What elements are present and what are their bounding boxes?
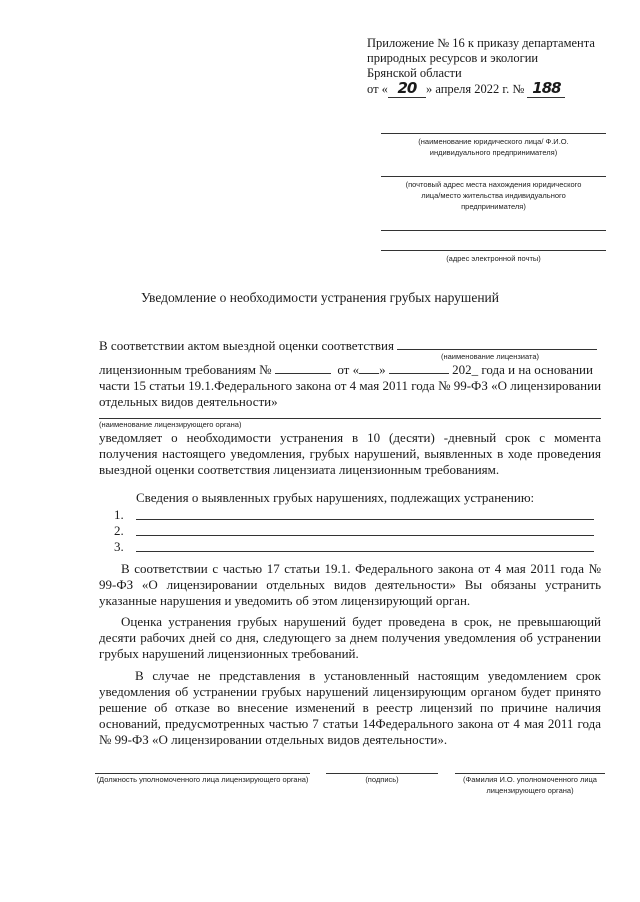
licensee-blank: [397, 338, 597, 350]
violation-line-3: [136, 551, 594, 552]
intro-line-4: отдельных видов деятельности»: [99, 394, 278, 409]
licensee-caption: (наименование лицензиата): [440, 352, 540, 361]
position-caption: (Должность уполномоченного лица лицензирующего органа): [96, 775, 309, 784]
act-number-blank: [275, 362, 331, 374]
intro-line-3: части 15 статьи 19.1.Федерального закона от 4 мая 2011 года № 99-ФЗ «О лицензировании: [99, 378, 602, 393]
act-day-blank: [359, 362, 379, 374]
order-reference-line-2: природных ресурсов и экологии: [367, 51, 539, 65]
handwritten-day: 20: [397, 79, 417, 97]
signature-caption: (подпись): [365, 775, 399, 784]
notify-paragraph: уведомляет о необходимости устранения в 10 (десяти) -дневный срок с момента получения настоящего уведомления, грубых нарушений, выявленных в ходе проведения выездной оценки соответствия лицензиата лицензионным требованиям.: [99, 430, 601, 477]
order-date-line: [367, 81, 595, 98]
date-middle: » апреля 2022 г. №: [425, 82, 525, 96]
act-month-blank: [389, 362, 449, 374]
recipient-email-line: [381, 250, 606, 251]
date-prefix: от «: [367, 82, 388, 96]
order-reference-line-3: Брянской области: [367, 66, 462, 80]
licensing-authority-caption: (наименование лицензирующего органа): [99, 420, 242, 429]
violation-line-2: [136, 535, 594, 536]
recipient-name-line: [381, 133, 606, 134]
full-name-caption: (Фамилия И.О. уполномоченного лица лицензирующего органа): [463, 775, 597, 795]
recipient-email-caption: (адрес электронной почты): [446, 254, 541, 263]
violation-item-3: 3.: [114, 539, 124, 554]
assessment-paragraph: Оценка устранения грубых нарушений будет проведена в срок, не превышающий десяти рабочих дней со дня, следующего за днем получения уведомления об устранении грубых нарушений лицензионных требований.: [99, 614, 601, 661]
order-reference: [367, 36, 595, 98]
handwritten-order-number: 188: [532, 79, 561, 97]
violations-heading: Сведения о выявленных грубых нарушениях, подлежащих устранению:: [136, 490, 535, 505]
refusal-paragraph: В случае не представления в установленный настоящим уведомлением срок уведомления об устранении грубых нарушений лицензирующим органом будет принято решение об отказе во внесение изменений в реестр лицензий по причине наличия оснований, предусмотренных частью 7 статьи 14Федерального закона от 4 мая 2011 года № 99-ФЗ «О лицензировании отдельных видов деятельности».: [99, 668, 601, 747]
violation-item-2: 2.: [114, 523, 124, 538]
intro-line-1: В соответствии актом выездной оценки соответствия: [99, 338, 597, 354]
document-title: Уведомление о необходимости устранения грубых нарушений: [141, 290, 499, 305]
recipient-address-line: [381, 176, 606, 177]
violation-line-1: [136, 519, 594, 520]
intro-line-2: лицензионным требованиям № от « » 202_ года и на основании: [99, 362, 593, 377]
obligation-paragraph: В соответствии с частью 17 статьи 19.1. Федерального закона от 4 мая 2011 года № 99-ФЗ «О лицензировании отдельных видов деятельности» Вы обязаны устранить указанные нарушения и уведомить об этом лицензирующий орган.: [99, 561, 601, 608]
recipient-extra-line: [381, 230, 606, 231]
violation-item-1: 1.: [114, 507, 124, 522]
order-reference-line-1: Приложение № 16 к приказу департамента: [367, 36, 595, 50]
recipient-name-caption: (наименование юридического лица/ Ф.И.О. индивидуального предпринимателя): [418, 137, 569, 157]
recipient-address-caption: (почтовый адрес места нахождения юридического лица/место жительства индивидуального предпринимателя): [405, 180, 582, 211]
